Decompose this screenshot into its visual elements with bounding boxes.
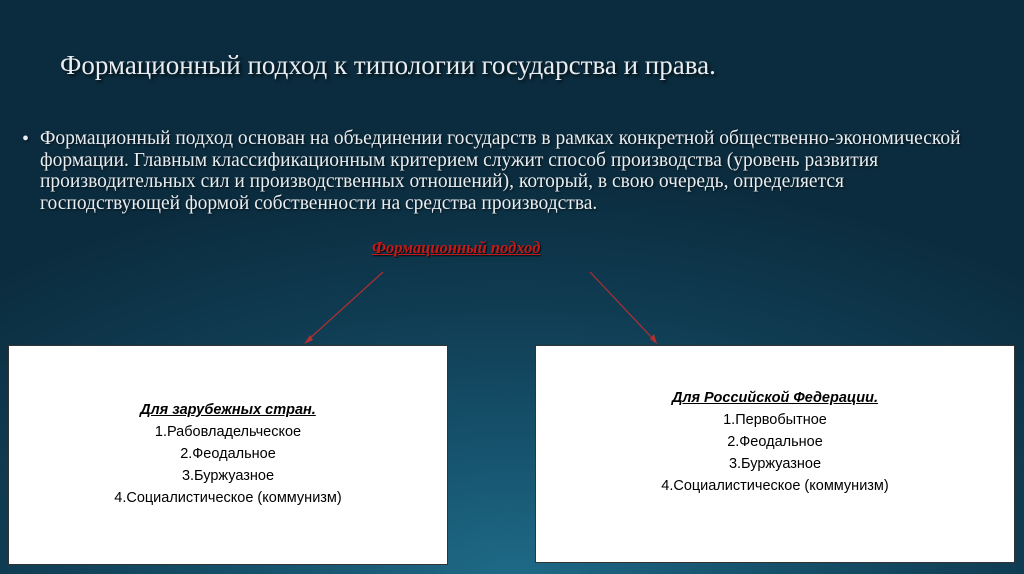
arrow-right [590,272,654,340]
russia-item: 3.Буржуазное [728,456,822,472]
foreign-item: 1.Рабовладельческое [154,424,302,440]
bullet-text: Формационный подход основан на объединении государств в рамках конкретной общественно-экономической формации. Главным классификационным критерием служит способ производства (уровень развития производительных сил и производственных отношений), который, в свою очередь, определяется господствующей формой собственности на средства производства. [40,128,961,214]
russia-box-title: Для Российской Федерации. [671,390,879,406]
russia-item: 4.Социалистическое (коммунизм) [661,478,889,494]
slide-title: Формационный подход к типологии государства и права. [60,50,716,80]
arrow-right-head [650,334,657,344]
foreign-box-title: Для зарубежных стран. [140,402,316,418]
bullet-icon: • [22,128,30,150]
bullet-paragraph [22,128,982,214]
center-label: Формационный подход [372,238,541,257]
foreign-item: 2.Феодальное [180,446,276,462]
russian-federation-box [535,345,1015,563]
arrow-left-head [304,335,313,344]
russia-item: 2.Феодальное [727,434,823,450]
russia-item: 1.Первобытное [723,412,827,428]
foreign-countries-box [8,345,448,565]
arrow-left [308,272,383,340]
foreign-item: 3.Буржуазное [181,468,275,484]
foreign-item: 4.Социалистическое (коммунизм) [114,490,342,506]
